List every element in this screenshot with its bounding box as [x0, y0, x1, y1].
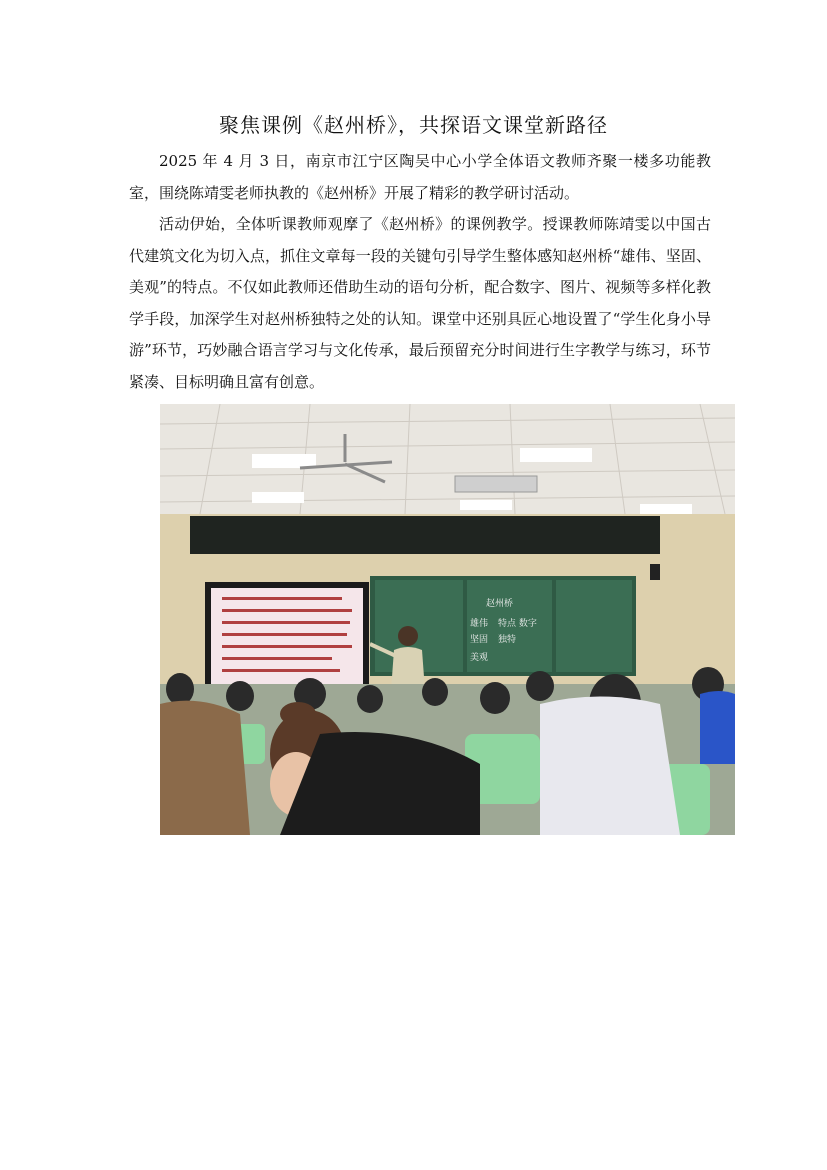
ceiling-light [460, 500, 512, 510]
student-jacket [160, 701, 250, 835]
blackboard-title: 赵州桥 [486, 599, 514, 609]
speaker [650, 564, 660, 580]
article-paragraph: 2025 年 4 月 3 日，南京市江宁区陶吴中心小学全体语文教师齐聚一楼多功能教室，围绕陈靖雯老师执教的《赵州桥》开展了精彩的教学研讨活动。 [129, 152, 711, 202]
blackboard-note: 特点 数字 [498, 619, 537, 629]
article-title: 聚焦课例《赵州桥》，共探语文课堂新路径 [219, 113, 608, 137]
blackboard-label: 雄伟 [470, 619, 489, 629]
blackboard-label: 坚固 [470, 635, 489, 645]
blackboard-label: 美观 [470, 653, 489, 663]
student-jacket [540, 697, 680, 836]
blackboard-note: 独特 [498, 635, 517, 645]
classroom-photo [160, 404, 735, 835]
ceiling-light [252, 454, 316, 468]
ceiling-light [252, 492, 304, 503]
wall-banner [190, 516, 660, 554]
air-conditioner [455, 476, 537, 492]
article-paragraph: 活动伊始，全体听课教师观摩了《赵州桥》的课例教学。授课教师陈靖雯以中国古代建筑文化为切入点，抓住文章每一段的关键句引导学生整体感知赵州桥“雄伟、坚固、美观”的特点。不仅如此教师还借助生动的语句分析，配合数字、图片、视频等多样化教学手段，加深学生对赵州桥独特之处的认知。课堂中还别具匠心地设置了“学生化身小导游”环节，巧妙融合语言学习与文化传承，最后预留充分时间进行生字教学与练习，环节紧凑、目标明确且富有创意。 [129, 215, 711, 391]
ceiling-light [520, 448, 592, 462]
student-jacket [700, 691, 735, 764]
ceiling-light [640, 504, 692, 514]
